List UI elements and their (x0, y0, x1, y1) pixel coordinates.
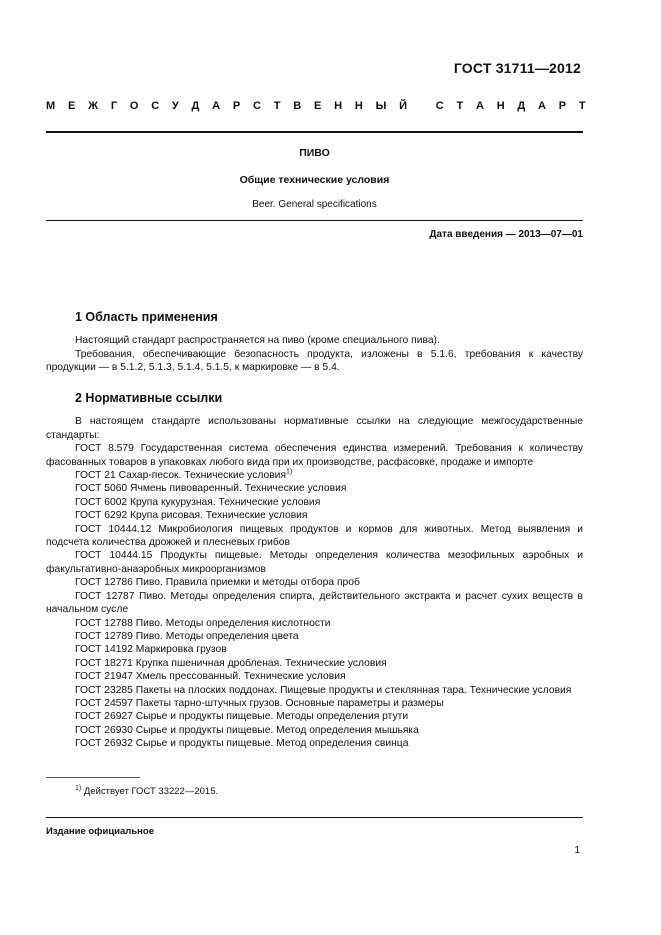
reference-item (46, 442, 583, 469)
reference-item (46, 590, 583, 617)
footnote-text: Действует ГОСТ 33222—2015. (81, 786, 219, 797)
reference-text: ГОСТ 24597 Пакеты тарно-штучных грузов. Основные параметры и размеры (75, 697, 444, 709)
footnote (75, 786, 218, 797)
interstate-letter: Д (517, 100, 526, 112)
document-subtitle: Общие технические условия (239, 174, 390, 186)
interstate-letter: А (212, 100, 221, 112)
interstate-letter: О (129, 100, 139, 112)
section-1-paragraph: Требования, обеспечивающие безопасность продукта, изложены в 5.1.6, требования к качеству продукции — в 5.1.2, 5.1.3, 5.1.4, 5.1.5, к маркировке — в 5.4. (46, 348, 583, 374)
reference-text: ГОСТ 5060 Ячмень пивоваренный. Технические условия (75, 483, 347, 495)
reference-text: ГОСТ 14192 Маркировка грузов (75, 644, 227, 656)
interstate-letter: Д (191, 100, 200, 112)
reference-text: ГОСТ 12789 Пиво. Методы определения цвета (75, 630, 299, 642)
reference-item (46, 469, 583, 482)
footnote-mark: 1) (75, 784, 82, 792)
reference-text: ГОСТ 23285 Пакеты на плоских поддонах. Пищевые продукты и стеклянная тара. Технические условия (75, 684, 572, 696)
reference-item (46, 576, 583, 589)
interstate-letter: Р (558, 100, 567, 112)
reference-text: ГОСТ 10444.15 Продукты пищевые. Методы определения количества мезофильных аэробных и факультативно-анаэробных микроорганизмов (46, 550, 583, 575)
interstate-letter: Ж (88, 100, 99, 112)
interstate-letter: А (475, 100, 484, 112)
interstate-letter: Р (232, 100, 241, 112)
reference-item (46, 697, 583, 710)
reference-text: ГОСТ 12786 Пиво. Правила приемки и методы отбора проб (75, 577, 360, 589)
interstate-letter: Т (456, 100, 464, 112)
interstate-letter: Е (314, 100, 322, 112)
interstate-letter: В (293, 100, 302, 112)
interstate-letter: Н (496, 100, 505, 112)
interstate-letter: М (46, 100, 56, 112)
reference-item (46, 684, 583, 697)
reference-footnote-mark: 1) (286, 468, 293, 476)
document-subtitle-en: Beer. General specifications (252, 199, 377, 210)
reference-item (46, 657, 583, 670)
footer-rule (46, 817, 583, 818)
reference-text: ГОСТ 10444.12 Микробиология пищевых продуктов и кормов для животных. Метод выявления и подсчета количества дрожжей и плесневых грибов (46, 523, 583, 549)
interstate-letter: Н (334, 100, 343, 112)
header-rule (46, 131, 583, 133)
interstate-letter: Е (67, 100, 76, 112)
reference-text: ГОСТ 12788 Пиво. Методы определения кислотности (75, 617, 331, 629)
reference-item (46, 482, 583, 495)
reference-text: ГОСТ 8.579 Государственная система обеспечения единства измерений. Требования к количеству фасованных товаров в упаковках любого вида при их производстве, расфасовке, продаже и импорте (46, 443, 583, 468)
section-1-heading: 1 Область применения (75, 310, 218, 324)
reference-text: ГОСТ 18271 Крупка пшеничная дробленая. Технические условия (75, 657, 387, 669)
interstate-letter: С (253, 100, 261, 112)
document-title: ПИВО (299, 147, 330, 159)
reference-item (46, 509, 583, 522)
page-number: 1 (574, 845, 580, 856)
reference-item (46, 617, 583, 630)
interstate-letter: Т (273, 100, 281, 112)
reference-item (46, 737, 583, 750)
section-1 (46, 311, 583, 375)
reference-text: ГОСТ 6292 Крупа рисовая. Технические условия (75, 510, 308, 522)
section-2 (46, 392, 583, 751)
interstate-letter: Т (578, 100, 586, 112)
interstate-letter: Ы (375, 100, 387, 112)
interstate-letter: У (171, 100, 179, 112)
reference-item (46, 496, 583, 509)
interstate-letter: Г (110, 100, 118, 112)
interstate-letter: Н (354, 100, 363, 112)
reference-text: ГОСТ 6002 Крупа кукурузная. Технические условия (75, 496, 321, 508)
reference-text: ГОСТ 26927 Сырье и продукты пищевые. Методы определения ртути (75, 711, 409, 723)
interstate-letter: А (538, 100, 546, 112)
reference-item (46, 643, 583, 656)
section-2-intro: В настоящем стандарте использованы нормативные ссылки на следующие межгосударственные стандарты: (46, 416, 583, 441)
reference-text: ГОСТ 26932 Сырье и продукты пищевые. Метод определения свинца (75, 738, 409, 750)
reference-text: ГОСТ 21947 Хмель прессованный. Технические условия (75, 671, 346, 683)
title-rule (46, 220, 583, 221)
section-1-paragraph: Настоящий стандарт распространяется на пиво (кроме специального пива). (75, 335, 440, 347)
gost-number: ГОСТ 31711—2012 (453, 60, 581, 76)
date-of-introduction: Дата введения — 2013—07—01 (429, 229, 583, 240)
interstate-letter: С (151, 100, 160, 112)
reference-item (46, 724, 583, 737)
reference-item (46, 549, 583, 576)
reference-text: ГОСТ 21 Сахар-песок. Технические условия (75, 470, 286, 482)
reference-item (46, 630, 583, 643)
normative-references-list (46, 442, 583, 750)
reference-text: ГОСТ 26930 Сырье и продукты пищевые. Метод определения мышьяка (75, 724, 419, 736)
section-2-heading: 2 Нормативные ссылки (75, 391, 223, 405)
footnote-rule (46, 777, 140, 778)
interstate-standard-label (46, 100, 586, 112)
reference-item (46, 670, 583, 683)
reference-text: ГОСТ 12787 Пиво. Методы определения спирта, действительного экстракта и расчет сухих веществ в начальном сусле (46, 590, 583, 616)
reference-item (46, 523, 583, 550)
reference-item (46, 710, 583, 723)
interstate-letter (420, 100, 423, 112)
interstate-letter: Й (399, 100, 408, 112)
official-edition-label: Издание официальное (46, 826, 154, 837)
interstate-letter: С (435, 100, 444, 112)
